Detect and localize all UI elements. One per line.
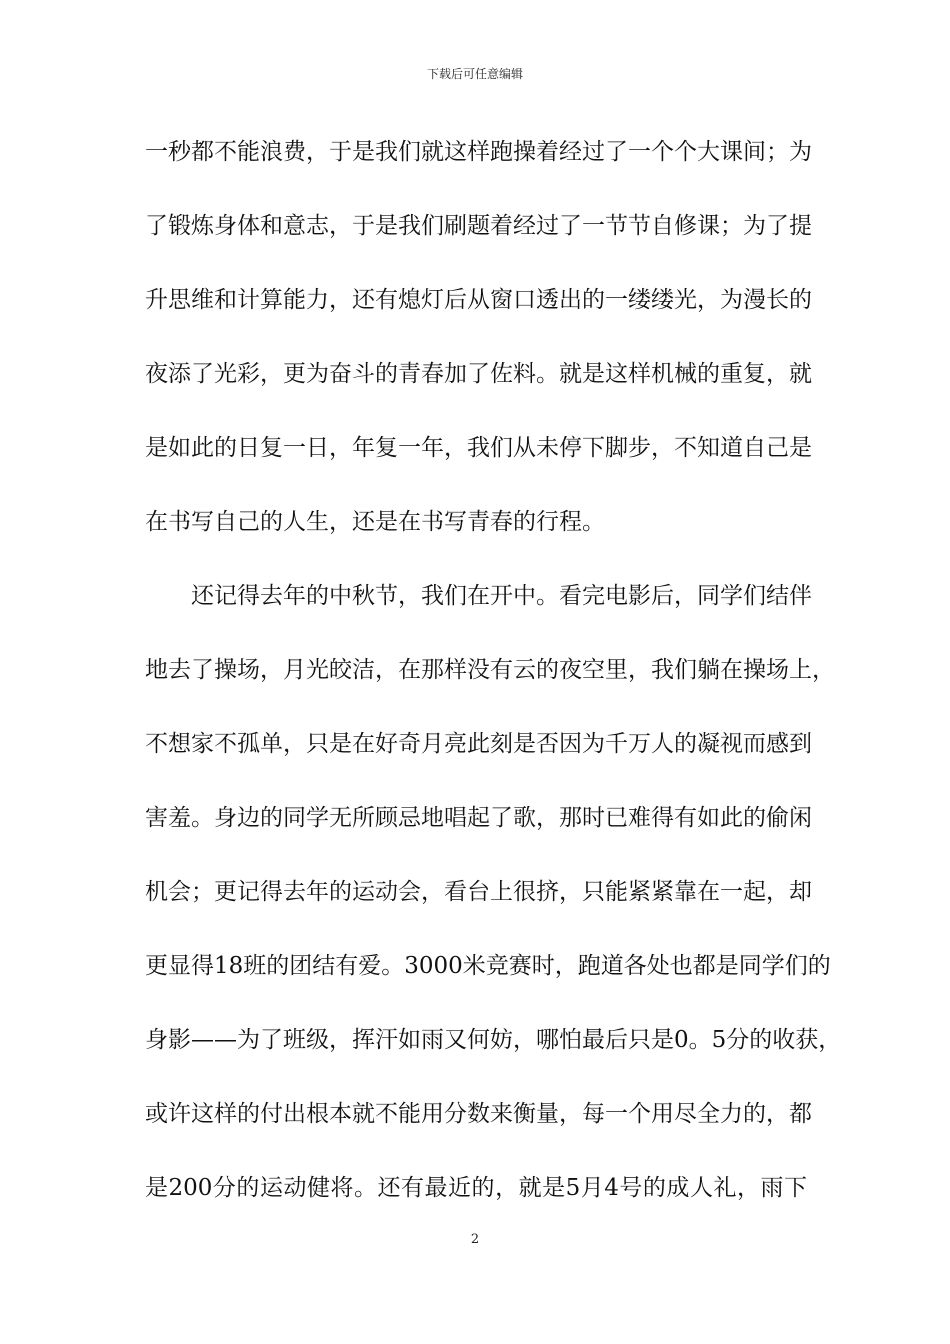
document-body (145, 133, 842, 1243)
paragraph-2-line-8: 或许这样的付出根本就不能用分数来衡量，每一个用尽全力的，都 (145, 1101, 812, 1127)
paragraph-2-line-7: 身影——为了班级，挥汗如雨又何妨，哪怕最后只是0。5分的收获， (145, 1027, 842, 1053)
page-header: 下载后可任意编辑 (426, 67, 523, 81)
paragraph-2-line-3: 不想家不孤单，只是在好奇月亮此刻是否因为千万人的凝视而感到 (145, 731, 812, 757)
paragraph-1-line-2: 了锻炼身体和意志，于是我们刷题着经过了一节节自修课；为了提 (145, 213, 812, 239)
paragraph-2-line-5: 机会；更记得去年的运动会，看台上很挤，只能紧紧靠在一起，却 (145, 879, 812, 905)
paragraph-1-line-1: 一秒都不能浪费，于是我们就这样跑操着经过了一个个大课间；为 (145, 139, 812, 165)
paragraph-1-line-4: 夜添了光彩，更为奋斗的青春加了佐料。就是这样机械的重复，就 (145, 361, 812, 387)
paragraph-1-line-6: 在书写自己的人生，还是在书写青春的行程。 (145, 509, 605, 535)
paragraph-2-line-9: 是200分的运动健将。还有最近的，就是5月4号的成人礼，雨下 (145, 1175, 807, 1201)
paragraph-2-line-4: 害羞。身边的同学无所顾忌地唱起了歌，那时已难得有如此的偷闲 (145, 805, 812, 831)
paragraph-2-line-2: 地去了操场，月光皎洁，在那样没有云的夜空里，我们躺在操场上， (145, 657, 835, 683)
paragraph-1-line-5: 是如此的日复一日，年复一年，我们从未停下脚步，不知道自己是 (145, 435, 812, 461)
page-number: 2 (470, 1232, 480, 1247)
paragraph-1-line-3: 升思维和计算能力，还有熄灯后从窗口透出的一缕缕光，为漫长的 (145, 287, 812, 313)
paragraph-2-line-1: 还记得去年的中秋节，我们在开中。看完电影后，同学们结伴 (191, 583, 812, 609)
paragraph-2-line-6: 更显得18班的团结有爱。3000米竞赛时，跑道各处也都是同学们的 (145, 953, 831, 979)
